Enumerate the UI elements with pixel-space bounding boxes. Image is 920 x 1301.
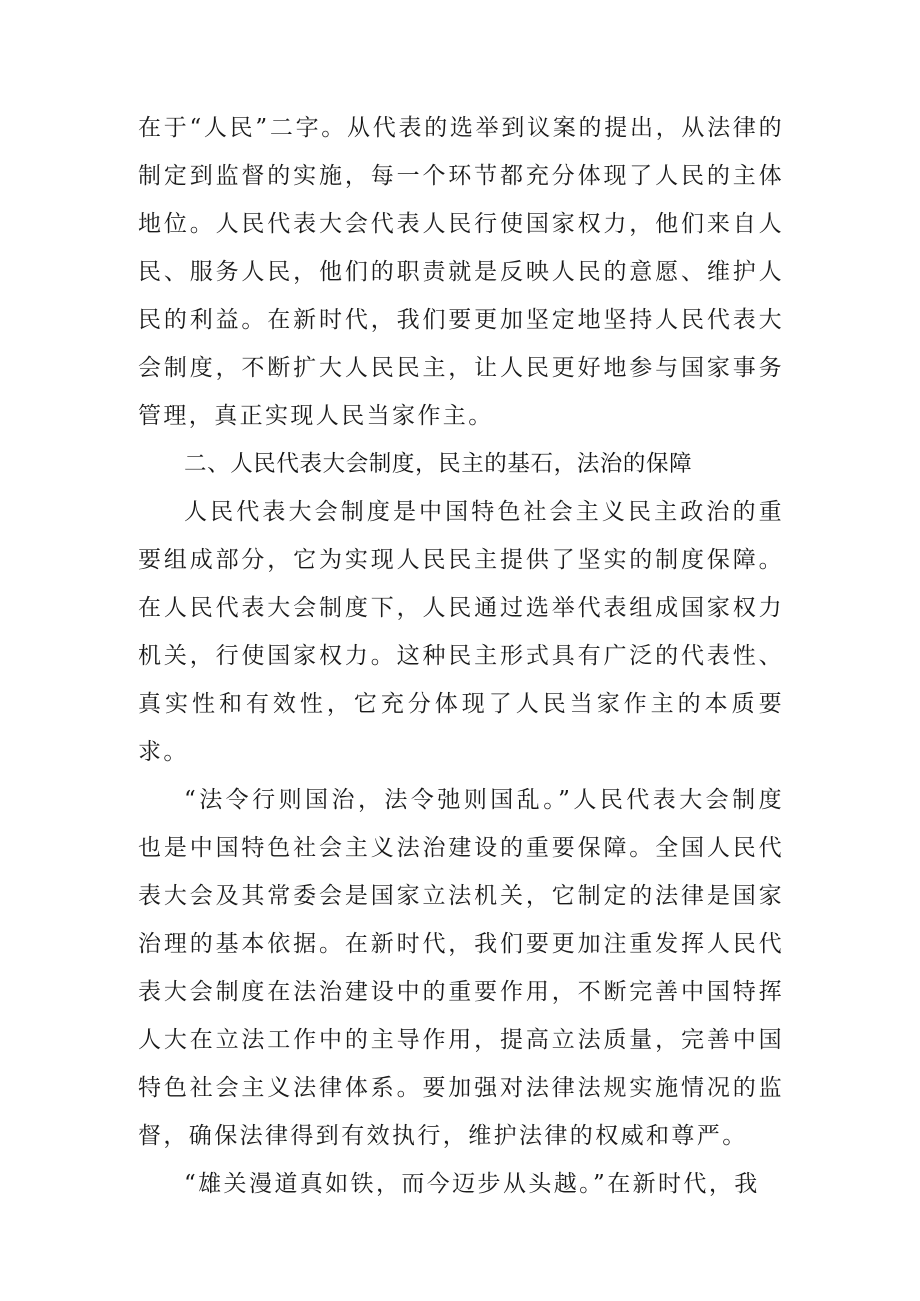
section-heading-2: 二、人民代表大会制度，民主的基石，法治的保障 bbox=[184, 451, 693, 477]
paragraph-continuation: 在于“人民”二字。从代表的选举到议案的提出，从法律的制定到监督的实施，每一个环节都充分体现了人民的主体地位。人民代表大会代表人民行使国家权力，他们来自人民、服务人民，他们的职责就是反映人民的意愿、维护人民的利益。在新时代，我们要更加坚定地坚持人民代表大会制度，不断扩大人民民主，让人民更好地参与国家事务管理，真正实现人民当家作主。 bbox=[138, 115, 784, 429]
paragraph-rule-of-law: “法令行则国治，法令弛则国乱。”人民代表大会制度也是中国特色社会主义法治建设的重要保障。全国人民代表大会及其常委会是国家立法机关，它制定的法律是国家治理的基本依据。在新时代，我们要更加注重发挥人民代表大会制度在法治建设中的重要作用，不断完善中国特挥人大在立法工作中的主导作用，提高立法质量，完善中国特色社会主义法律体系。要加强对法律法规实施情况的监督，确保法律得到有效执行，维护法律的权威和尊严。 bbox=[138, 787, 784, 1149]
paragraph-new-era: “雄关漫道真如铁，而今迈步从头越。”在新时代，我 bbox=[184, 1171, 760, 1197]
document-body bbox=[138, 104, 784, 1208]
paragraph-system-overview: 人民代表大会制度是中国特色社会主义民主政治的重要组成部分，它为实现人民民主提供了坚实的制度保障。在人民代表大会制度下，人民通过选举代表组成国家权力机关，行使国家权力。这种民主形式具有广泛的代表性、真实性和有效性，它充分体现了人民当家作主的本质要求。 bbox=[138, 499, 784, 765]
